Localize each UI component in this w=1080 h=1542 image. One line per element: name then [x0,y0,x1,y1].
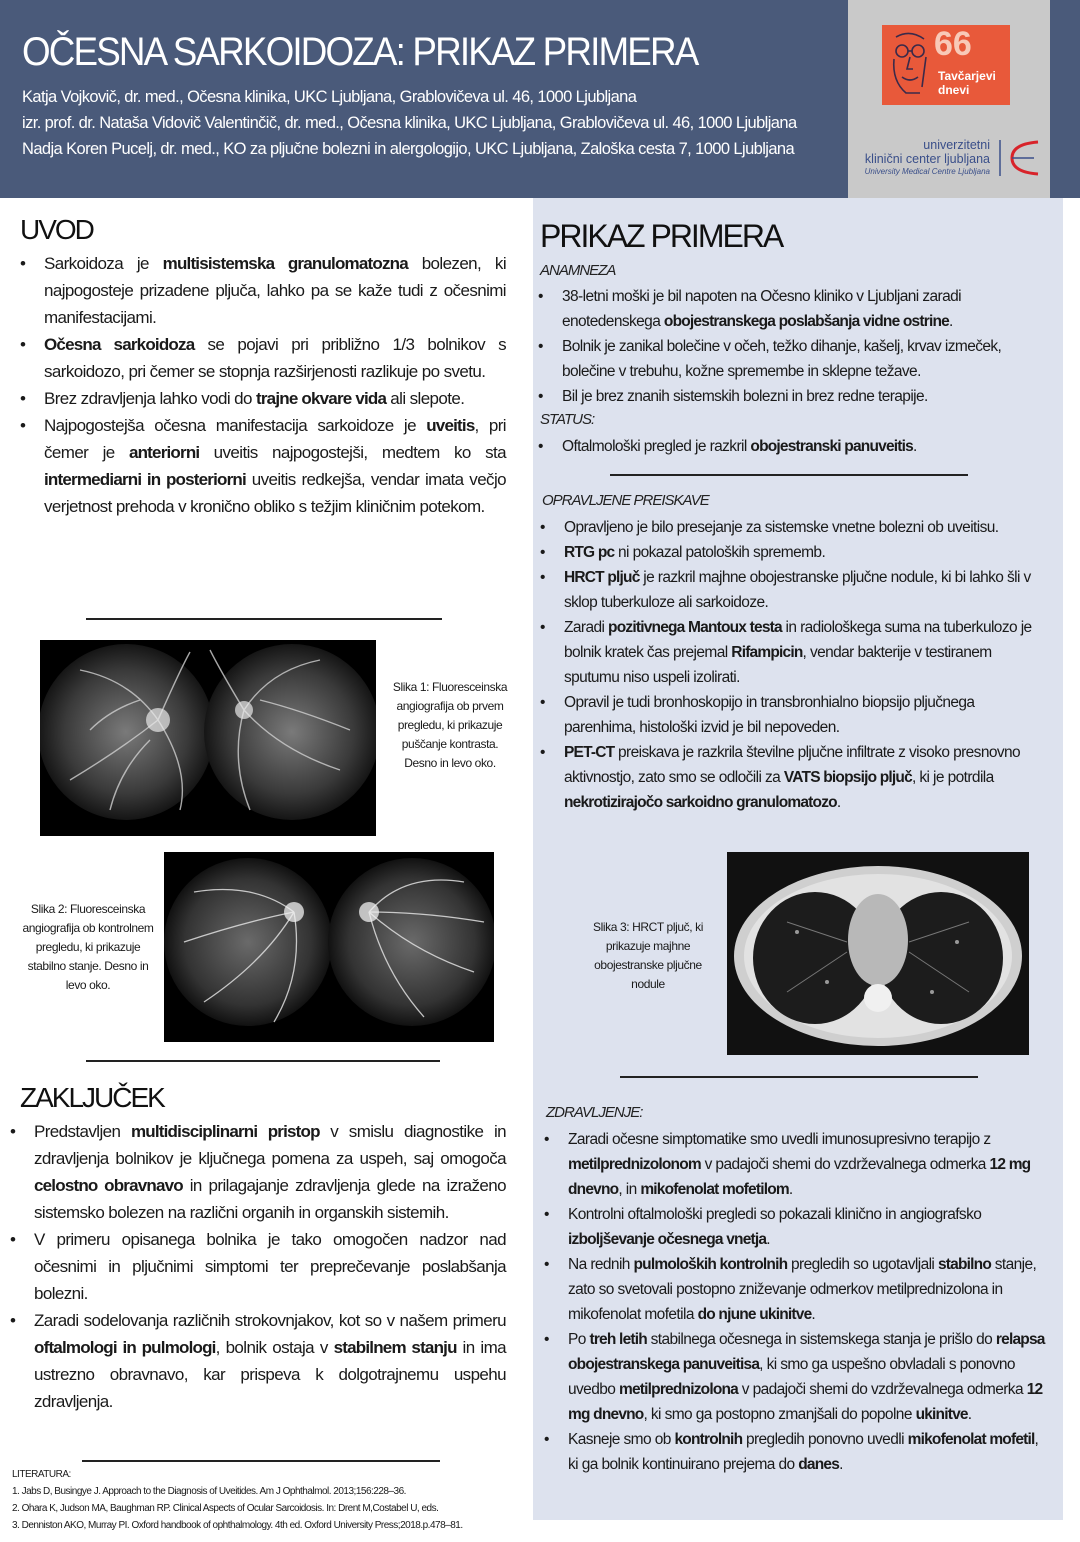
logo-line-2: dnevi [938,83,970,97]
text: , ki smo ga postopno zmanjšali do popolne [643,1406,916,1423]
bold-text: do njune ukinitve [697,1306,812,1323]
list-item [540,565,1040,615]
tavcarjevi-dnevi-logo [882,25,1010,105]
uvod-heading: UVOD [20,214,93,245]
preiskave-heading: OPRAVLJENE PREISKAVE [542,492,709,509]
zakljucek-heading: ZAKLJUČEK [20,1082,164,1113]
bold-text: uveitis [426,416,475,435]
list-item [20,385,506,412]
list-item [540,690,1040,740]
figure-1-caption: Slika 1: Fluoresceinska angiografija ob prvem pregledu, ki prikazuje puščanje kontrasta. Desno in levo oko. [392,680,508,770]
figure-2-caption: Slika 2: Fluoresceinska angiografija ob kontrolnem pregledu, ki prikazuje stabilno stanje. Desno in levo oko. [22,902,154,992]
bold-text: 12 mg dnevno [568,1156,1031,1198]
text: in radiološkega suma na tuberkulozo je bolnik kratek čas prejemal [564,619,1032,661]
text: Zaradi sodelovanja različnih strokovnjakov, kot so v našem primeru [34,1311,506,1330]
list-item [20,412,506,520]
list-item [540,615,1040,690]
references-heading: LITERATURA: [12,1469,71,1480]
text: in ima ustrezno obravnavo, kar prispeva k dolgotrajnemu uspehu zdravljenja. [34,1338,507,1411]
zakljucek-list [10,1118,506,1415]
text: Brez zdravljenja lahko vodi do [44,389,256,408]
divider [620,1076,978,1078]
references [12,1466,463,1534]
reference-2: 2. Ohara K, Judson MA, Baughman RP. Clinical Aspects of Ocular Sarcoidosis. In: Drent M,Costabel U, eds. [12,1503,439,1514]
text: stabilnega očesnega in sistemskega stanja je prišlo do [646,1331,996,1348]
bold-text: RTG pc [564,544,615,561]
text: . [912,438,917,455]
list-item [538,334,1038,384]
ukc-logo [852,136,1048,182]
divider [86,1060,440,1062]
anamneza-list [538,284,1038,409]
ukc-line-3: University Medical Centre Ljubljana [864,167,990,176]
bold-text: ukinitve [915,1406,968,1423]
divider [610,474,968,476]
text: . [967,1406,972,1423]
bold-text: treh letih [589,1331,647,1348]
text: ni pokazal patoloških sprememb. [614,544,826,561]
text: . [788,1181,793,1198]
text: Kontrolni oftalmološki pregledi so pokazali klinično in angiografsko [568,1206,982,1223]
bold-text: mikofenolat mofetil [907,1431,1035,1448]
author-2: izr. prof. dr. Nataša Vidovič Valentinčič, dr. med., Očesna klinika, UKC Ljubljana, Grablovičeva ul. 46, 1000 Ljubljana [22,114,797,132]
bold-text: PET-CT [564,744,615,761]
list-item [544,1427,1046,1477]
list-item [538,434,1038,459]
ukc-mark-icon [994,138,1044,178]
text: Oftalmološki pregled je razkril [562,438,751,455]
face-sketch-icon [886,29,934,101]
bold-text: izboljševanje očesnega vnetja [568,1231,767,1248]
list-item [10,1118,506,1226]
anamneza-heading: ANAMNEZA [540,262,616,279]
list-item [10,1307,506,1415]
bold-text: nekrotizirajočo sarkoidno granulomatozo [564,794,837,811]
author-1: Katja Vojkovič, dr. med., Očesna klinika, UKC Ljubljana, Grablovičeva ul. 46, 1000 Ljubljana [22,88,637,106]
zdravljenje-list [544,1127,1046,1477]
text: bolezen, ki najpogosteje prizadene pljuča, lahko pa se kaže tudi z očesnimi manifestacijami. [44,254,507,327]
list-item [540,740,1040,815]
list-item [538,384,1038,409]
text: . [836,794,841,811]
text: . [766,1231,770,1248]
text: , vendar bakterije v testiranem sputumu niso uspeli izolirati. [564,644,992,686]
figure-2-angiography [164,852,494,1042]
poster-title: OČESNA SARKOIDOZA: PRIKAZ PRIMERA [22,30,698,74]
text: Kasneje smo ob [568,1431,675,1448]
list-item [544,1327,1046,1427]
text: Po [568,1331,590,1348]
bold-text: HRCT pljuč [564,569,640,586]
bold-text: pozitivnega Mantoux testa [608,619,782,636]
ukc-line-2: klinični center ljubljana [864,152,990,166]
bold-text: metilprednizolonom [568,1156,701,1173]
bold-text: Očesna sarkoidoza [44,335,195,354]
bold-text: danes [798,1456,840,1473]
text: Predstavljen [34,1122,131,1141]
status-list [538,434,1038,459]
logo-text [938,69,996,97]
text: in prilagajanje zdravljenja glede na izraženo sistemsko bolezen na različni organih in organskih sistemih. [34,1176,506,1222]
text: stanje, zato so svetovali postopno zniževanje odmerkov metilprednizolona in mikofenolat mofetila [568,1256,1037,1323]
text: , bolnik ostaja v [215,1338,334,1357]
text: . [948,313,953,330]
text: V primeru opisanega bolnika je tako omogočen nadzor nad očesnimi in pljučnimi simptomi ter preprečevanje poslabšanja bolezni. [34,1230,506,1303]
text: pregledih so ugotavljali [787,1256,938,1273]
status-heading: STATUS: [540,411,595,428]
text: Bolnik je zanikal bolečine v očeh, težko dihanje, kašelj, krvav izmeček, bolečine v trebuhu, kožne spremembe in sklepne težave. [562,338,1002,380]
text: . [811,1306,816,1323]
text: v padajoči shemi do vzdrževalnega odmerka [700,1156,990,1173]
bold-text: stabilnem stanju [333,1338,457,1357]
text: , ki smo ga uspešno obvladali s ponovno uvedbo [568,1356,1015,1398]
ukc-line-1: univerzitetni [923,138,990,152]
text: , ki je potrdila [911,769,994,786]
text: Sarkoidoza je [44,254,163,273]
list-item [20,250,506,331]
bold-text: kontrolnih [674,1431,743,1448]
text: 38-letni moški je bil napoten na Očesno kliniko v Ljubljani zaradi enotedenskega [562,288,961,330]
text: Bil je brez znanih sistemskih bolezni in brez redne terapije. [562,388,928,405]
figure-3-hrct [727,852,1029,1055]
reference-3: 3. Denniston AKO, Murray PI. Oxford handbook of ophthalmology. 4th ed. Oxford University Press;2018.p.478–81. [12,1520,463,1531]
preiskave-list [540,515,1040,815]
bold-text: 12 mg dnevno [568,1381,1043,1423]
text: v smislu diagnostike in zdravljenja bolnikov je ključnega pomena za uspeh, saj omogoča [34,1122,506,1168]
prikaz-heading: PRIKAZ PRIMERA [540,218,783,254]
bold-text: metilprednizolona [618,1381,738,1398]
list-item [10,1226,506,1307]
bold-text: VATS biopsijo pljuč [783,769,912,786]
bold-text: trajne okvare vida [255,389,387,408]
bold-text: celostno obravnavo [34,1176,183,1195]
bold-text: multidisciplinarni pristop [130,1122,320,1141]
text: Na rednih [568,1256,634,1273]
text: se pojavi pri približno 1/3 bolnikov s sarkoidozo, pri čemer se stopnja razširjenosti razlikuje po svetu. [44,335,507,381]
text: preiskava je razkrila številne pljučne infiltrate z visoko presnovno aktivnostjo, zato smo se odločili za [564,744,1021,786]
bold-text: anteriorni [128,443,200,462]
text: uveitis najpogostejši, medtem ko sta [199,443,506,462]
bold-text: stabilno [937,1256,992,1273]
figure-1-angiography [40,640,376,836]
text: Zaradi očesne simptomatike smo uvedli imunosupresivno terapijo z [568,1131,991,1148]
bold-text: obojestranski panuveitis [750,438,913,455]
list-item [544,1127,1046,1202]
author-3: Nadja Koren Pucelj, dr. med., KO za pljučne bolezni in alergologijo, UKC Ljubljana, Zaloška cesta 7, 1000 Ljubljana [22,140,795,158]
text: Najpogostejša očesna manifestacija sarkoidoze je [44,416,427,435]
text: pregledih ponovno uvedli [742,1431,908,1448]
bold-text: Rifampicin [731,644,803,661]
bold-text: intermediarni in posteriorni [44,470,246,489]
list-item [540,540,1040,565]
logo-line-1: Tavčarjevi [938,69,996,83]
text: , ki ga bolnik kontinuirano prejema do [568,1431,1039,1473]
text: v padajoči shemi do vzdrževalnega odmerka [738,1381,1027,1398]
bold-text: obojestranskega poslabšanja vidne ostrine [663,313,949,330]
text: , pri čemer je [44,416,506,462]
bold-text: multisistemska granulomatozna [162,254,408,273]
figure-3-caption: Slika 3: HRCT pljuč, ki prikazuje majhne obojestranske pljučne nodule [593,920,703,991]
text: Zaradi [564,619,609,636]
list-item [540,515,1040,540]
divider [86,618,442,620]
text: , in [618,1181,641,1198]
reference-1: 1. Jabs D, Busingye J. Approach to the Diagnosis of Uveitides. Am J Ophthalmol. 2013;156:228–36. [12,1486,406,1497]
zdravljenje-heading: ZDRAVLJENJE: [546,1104,643,1121]
text: Opravil je tudi bronhoskopijo in transbronhialno biopsijo pljučnega parenhima, histološki izvid je bil nepoveden. [564,694,975,736]
list-item [538,284,1038,334]
text: . [839,1456,843,1473]
list-item [544,1252,1046,1327]
text: je razkril majhne obojestranske pljučne nodule, ki bi lahko šli v sklop tuberkuloze ali sarkoidoze. [564,569,1031,611]
text: Opravljeno je bilo presejanje za sistemske vnetne bolezni ob uveitisu. [564,519,999,536]
bold-text: oftalmologi in pulmologi [34,1338,216,1357]
divider [82,1460,440,1462]
bold-text: relapsa obojestranskega panuveitisa [568,1331,1045,1373]
text: ali slepote. [386,389,465,408]
bold-text: pulmoloških kontrolnih [633,1256,788,1273]
uvod-list [20,250,506,520]
logo-number: 66 [934,25,972,63]
list-item [544,1202,1046,1252]
text: uveitis redkejša, vendar imata večjo verjetnost prehoda v kronično obliko s težjim kliničnim potekom. [44,470,506,516]
bold-text: mikofenolat mofetilom [640,1181,789,1198]
list-item [20,331,506,385]
